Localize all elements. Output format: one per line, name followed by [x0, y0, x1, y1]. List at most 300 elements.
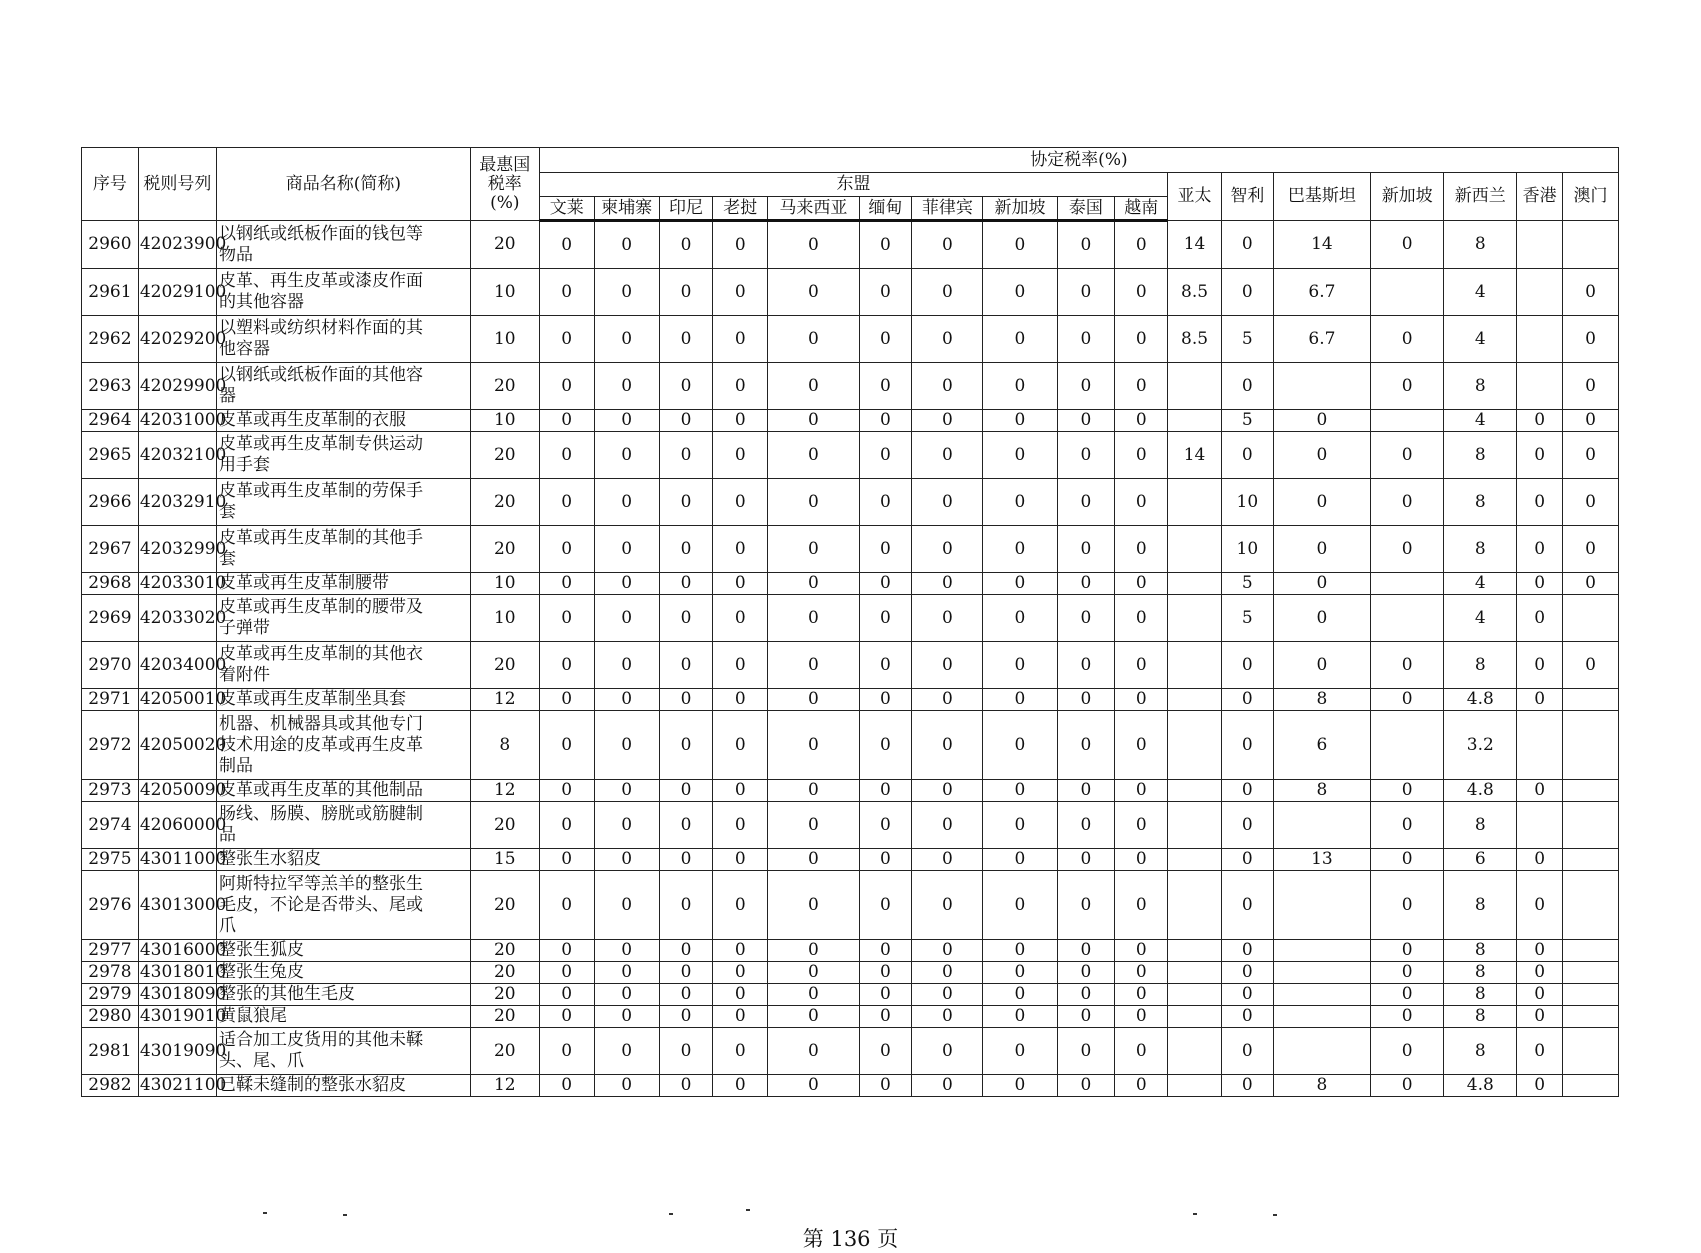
table-row: [82, 363, 1619, 410]
table-row: [82, 871, 1619, 940]
asean-rate-cell: 0: [983, 316, 1057, 363]
product-name-line: 皮革或再生皮革制腰带: [219, 573, 389, 593]
asean-rate-cell: 0: [539, 871, 594, 940]
agreement-rate-cell: 0: [1371, 1028, 1444, 1075]
agreement-rate-cell: [1168, 689, 1222, 711]
product-name-cell: [217, 962, 471, 984]
mfn-rate-cell: 20: [470, 526, 539, 573]
product-name-cell: [217, 849, 471, 871]
header-asean-member: 缅甸: [859, 197, 912, 221]
product-name-line: 以塑料或纺织材料作面的其: [219, 318, 423, 338]
asean-rate-cell: 0: [983, 573, 1057, 595]
agreement-rate-cell: 0: [1273, 526, 1370, 573]
asean-rate-cell: 0: [983, 802, 1057, 849]
mfn-rate-cell: 20: [470, 1028, 539, 1075]
asean-rate-cell: 0: [539, 711, 594, 780]
agreement-rate-cell: [1168, 1006, 1222, 1028]
product-name-line: 皮革或再生皮革制的其他手: [219, 528, 423, 548]
asean-rate-cell: 0: [859, 269, 912, 316]
tariff-code-cell: 42029100: [138, 269, 216, 316]
asean-rate-cell: 0: [1057, 573, 1115, 595]
asean-rate-cell: 0: [539, 316, 594, 363]
product-name-line: 皮革或再生皮革制专供运动: [219, 434, 423, 454]
table-row: [82, 595, 1619, 642]
agreement-rate-cell: [1168, 871, 1222, 940]
asean-rate-cell: 0: [768, 984, 859, 1006]
agreement-rate-cell: 0: [1371, 871, 1444, 940]
asean-rate-cell: 0: [768, 849, 859, 871]
product-name-line: 用手套: [219, 455, 270, 475]
asean-rate-cell: 0: [983, 410, 1057, 432]
asean-rate-cell: 0: [713, 780, 768, 802]
product-name-line: 他容器: [219, 339, 270, 359]
agreement-rate-cell: [1168, 711, 1222, 780]
asean-rate-cell: 0: [713, 269, 768, 316]
agreement-rate-cell: 0: [1517, 780, 1563, 802]
agreement-rate-cell: 8: [1444, 940, 1517, 962]
asean-rate-cell: 0: [594, 849, 659, 871]
asean-rate-cell: 0: [768, 871, 859, 940]
asean-rate-cell: 0: [713, 595, 768, 642]
tariff-code-cell: 43018090: [139, 984, 227, 1004]
product-name-cell: [217, 363, 471, 410]
agreement-rate-cell: 8: [1444, 984, 1517, 1006]
asean-rate-cell: 0: [1115, 432, 1168, 479]
product-name-line: 的其他容器: [219, 292, 304, 312]
asean-rate-cell: 0: [1115, 410, 1168, 432]
asean-rate-cell: 0: [768, 802, 859, 849]
agreement-rate-cell: 4: [1444, 269, 1517, 316]
tariff-table: [81, 147, 1619, 1097]
asean-rate-cell: 0: [859, 573, 912, 595]
asean-rate-cell: 0: [1057, 363, 1115, 410]
asean-rate-cell: 0: [912, 410, 983, 432]
agreement-rate-cell: [1562, 1006, 1618, 1028]
asean-rate-cell: 0: [912, 595, 983, 642]
asean-rate-cell: 0: [983, 479, 1057, 526]
agreement-rate-cell: 4: [1444, 316, 1517, 363]
agreement-rate-cell: 0: [1562, 526, 1618, 573]
product-name-line: 整张生水貂皮: [219, 849, 321, 869]
asean-rate-cell: 0: [1057, 221, 1115, 269]
asean-rate-cell: 0: [983, 962, 1057, 984]
agreement-rate-cell: [1168, 363, 1222, 410]
table-row: [82, 1028, 1619, 1075]
asean-rate-cell: 0: [659, 526, 713, 573]
asean-rate-cell: 0: [1057, 526, 1115, 573]
seq-cell: 2975: [82, 849, 139, 871]
asean-rate-cell: 0: [539, 363, 594, 410]
agreement-rate-cell: [1168, 573, 1222, 595]
asean-rate-cell: 0: [659, 269, 713, 316]
tariff-code-cell: 43019090: [138, 1028, 216, 1075]
asean-rate-cell: 0: [768, 962, 859, 984]
mfn-rate-cell: 20: [470, 642, 539, 689]
agreement-rate-cell: [1371, 595, 1444, 642]
agreement-rate-cell: 0: [1371, 1006, 1444, 1028]
tariff-code-cell: 42029900: [138, 363, 216, 410]
asean-rate-cell: 0: [1115, 962, 1168, 984]
agreement-rate-cell: 8: [1444, 432, 1517, 479]
header-mfn: [470, 148, 539, 221]
table-row: [82, 432, 1619, 479]
asean-rate-cell: 0: [539, 940, 594, 962]
product-name-line: 以钢纸或纸板作面的其他容: [219, 365, 423, 385]
agreement-rate-cell: 0: [1562, 269, 1618, 316]
header-asean-member: 印尼: [659, 197, 713, 221]
product-name-line: 着附件: [219, 665, 270, 685]
seq-cell: 2981: [82, 1028, 139, 1075]
agreement-rate-cell: 0: [1273, 479, 1370, 526]
product-name-cell: [217, 780, 471, 802]
asean-rate-cell: 0: [983, 984, 1057, 1006]
asean-rate-cell: 0: [768, 940, 859, 962]
agreement-rate-cell: [1371, 269, 1444, 316]
product-name-line: 肠线、肠膜、膀胱或筋腱制: [219, 804, 423, 824]
asean-rate-cell: 0: [539, 595, 594, 642]
tariff-code-cell: 42031000: [139, 410, 227, 430]
asean-rate-cell: 0: [859, 984, 912, 1006]
table-row: [82, 479, 1619, 526]
agreement-rate-cell: 0: [1221, 1006, 1273, 1028]
agreement-rate-cell: 8: [1444, 962, 1517, 984]
agreement-rate-cell: [1562, 780, 1618, 802]
scan-speck: [669, 1213, 673, 1215]
product-name-cell: [217, 221, 471, 269]
asean-rate-cell: 0: [1115, 940, 1168, 962]
agreement-rate-cell: 0: [1273, 432, 1370, 479]
tariff-table-body: [82, 221, 1619, 1097]
agreement-rate-cell: 8: [1273, 1075, 1370, 1097]
asean-rate-cell: 0: [713, 940, 768, 962]
agreement-rate-cell: [1273, 1006, 1370, 1028]
agreement-rate-cell: 0: [1221, 849, 1273, 871]
table-row: [82, 410, 1619, 432]
seq-cell: 2969: [82, 595, 139, 642]
agreement-rate-cell: 0: [1221, 871, 1273, 940]
asean-rate-cell: 0: [768, 316, 859, 363]
asean-rate-cell: 0: [594, 780, 659, 802]
asean-rate-cell: 0: [539, 1006, 594, 1028]
product-name-line: 黄鼠狼尾: [219, 1006, 287, 1026]
agreement-rate-cell: [1371, 410, 1444, 432]
header-col-hong-kong: 香港: [1517, 173, 1563, 221]
asean-rate-cell: 0: [912, 316, 983, 363]
asean-rate-cell: 0: [659, 410, 713, 432]
agreement-rate-cell: [1168, 849, 1222, 871]
product-name-line: 头、尾、爪: [219, 1051, 304, 1071]
product-name-cell: [217, 573, 471, 595]
agreement-rate-cell: 0: [1221, 711, 1273, 780]
product-name-cell: [217, 1006, 471, 1028]
asean-rate-cell: 0: [713, 526, 768, 573]
table-row: [82, 780, 1619, 802]
asean-rate-cell: 0: [539, 984, 594, 1006]
agreement-rate-cell: 0: [1517, 1075, 1563, 1097]
scan-speck: [343, 1214, 347, 1216]
tariff-code-cell: 42034000: [138, 642, 216, 689]
agreement-rate-cell: [1562, 871, 1618, 940]
agreement-rate-cell: 0: [1371, 642, 1444, 689]
seq-cell: 2973: [82, 780, 139, 802]
asean-rate-cell: 0: [539, 780, 594, 802]
asean-rate-cell: 0: [983, 780, 1057, 802]
asean-rate-cell: 0: [713, 316, 768, 363]
asean-rate-cell: 0: [713, 711, 768, 780]
agreement-rate-cell: [1168, 642, 1222, 689]
agreement-rate-cell: [1517, 711, 1563, 780]
agreement-rate-cell: 8: [1444, 221, 1517, 269]
asean-rate-cell: 0: [912, 432, 983, 479]
agreement-rate-cell: 0: [1221, 1075, 1273, 1097]
asean-rate-cell: 0: [859, 1006, 912, 1028]
agreement-rate-cell: 0: [1371, 689, 1444, 711]
product-name-line: 整张生狐皮: [219, 940, 304, 960]
asean-rate-cell: 0: [1115, 689, 1168, 711]
asean-rate-cell: 0: [768, 269, 859, 316]
mfn-rate-cell: 10: [470, 316, 539, 363]
asean-rate-cell: 0: [1115, 1075, 1168, 1097]
agreement-rate-cell: [1562, 984, 1618, 1006]
asean-rate-cell: 0: [912, 1006, 983, 1028]
product-name-line: 皮革或再生皮革的其他制品: [219, 780, 423, 800]
asean-rate-cell: 0: [1115, 479, 1168, 526]
mfn-rate-cell: 20: [470, 962, 539, 984]
asean-rate-cell: 0: [983, 269, 1057, 316]
agreement-rate-cell: 4.8: [1444, 1075, 1517, 1097]
asean-rate-cell: 0: [983, 871, 1057, 940]
mfn-rate-cell: 20: [470, 479, 539, 526]
asean-rate-cell: 0: [768, 1006, 859, 1028]
product-name-cell: [217, 984, 471, 1006]
agreement-rate-cell: 0: [1517, 689, 1563, 711]
agreement-rate-cell: 0: [1221, 984, 1273, 1006]
asean-rate-cell: 0: [1115, 526, 1168, 573]
agreement-rate-cell: 8: [1444, 802, 1517, 849]
agreement-rate-cell: 0: [1517, 1006, 1563, 1028]
asean-rate-cell: 0: [912, 1075, 983, 1097]
agreement-rate-cell: 0: [1517, 642, 1563, 689]
asean-rate-cell: 0: [539, 410, 594, 432]
agreement-rate-cell: [1168, 1075, 1222, 1097]
product-name-line: 适合加工皮货用的其他未鞣: [219, 1030, 423, 1050]
agreement-rate-cell: 0: [1517, 526, 1563, 573]
agreement-rate-cell: 0: [1517, 849, 1563, 871]
asean-rate-cell: 0: [1057, 1075, 1115, 1097]
asean-rate-cell: 0: [594, 962, 659, 984]
asean-rate-cell: 0: [912, 526, 983, 573]
mfn-rate-cell: 10: [470, 573, 539, 595]
agreement-rate-cell: 0: [1517, 962, 1563, 984]
tariff-code-cell: 42060000: [138, 802, 216, 849]
header-asean-member: 老挝: [713, 197, 768, 221]
product-name-line: 物品: [219, 244, 253, 265]
agreement-rate-cell: 0: [1371, 849, 1444, 871]
asean-rate-cell: 0: [768, 595, 859, 642]
agreement-rate-cell: 8: [1444, 363, 1517, 410]
product-name-line: 品: [219, 825, 236, 845]
product-name-cell: [217, 316, 471, 363]
asean-rate-cell: 0: [1115, 269, 1168, 316]
asean-rate-cell: 0: [539, 802, 594, 849]
asean-rate-cell: 0: [983, 849, 1057, 871]
mfn-rate-cell: 20: [470, 221, 539, 269]
asean-rate-cell: 0: [1057, 849, 1115, 871]
tariff-code-cell: 43018010: [139, 962, 227, 982]
agreement-rate-cell: 0: [1371, 316, 1444, 363]
agreement-rate-cell: 10: [1221, 526, 1273, 573]
mfn-rate-cell: 12: [470, 1075, 539, 1097]
agreement-rate-cell: 5: [1221, 410, 1273, 432]
asean-rate-cell: 0: [594, 1006, 659, 1028]
agreement-rate-cell: [1517, 269, 1563, 316]
asean-rate-cell: 0: [1057, 642, 1115, 689]
asean-rate-cell: 0: [1057, 1006, 1115, 1028]
asean-rate-cell: 0: [713, 871, 768, 940]
asean-rate-cell: 0: [912, 780, 983, 802]
agreement-rate-cell: [1562, 940, 1618, 962]
agreement-rate-cell: 6.7: [1273, 269, 1370, 316]
mfn-rate-cell: 20: [470, 363, 539, 410]
mfn-rate-cell: 20: [470, 432, 539, 479]
agreement-rate-cell: 0: [1221, 802, 1273, 849]
asean-rate-cell: 0: [859, 363, 912, 410]
agreement-rate-cell: 14: [1273, 221, 1370, 269]
agreement-rate-cell: 5: [1221, 316, 1273, 363]
asean-rate-cell: 0: [1057, 479, 1115, 526]
asean-rate-cell: 0: [859, 871, 912, 940]
seq-cell: 2971: [82, 689, 139, 711]
agreement-rate-cell: 0: [1371, 802, 1444, 849]
asean-rate-cell: 0: [912, 479, 983, 526]
product-name-line: 机器、机械器具或其他专门: [219, 713, 423, 734]
asean-rate-cell: 0: [713, 849, 768, 871]
asean-rate-cell: 0: [659, 479, 713, 526]
agreement-rate-cell: 4: [1444, 595, 1517, 642]
asean-rate-cell: 0: [659, 363, 713, 410]
tariff-code-cell: 42050020: [138, 711, 216, 780]
asean-rate-cell: 0: [768, 573, 859, 595]
asean-rate-cell: 0: [983, 642, 1057, 689]
agreement-rate-cell: [1371, 573, 1444, 595]
asean-rate-cell: 0: [768, 221, 859, 269]
product-name-line: 皮革或再生皮革制的劳保手: [219, 481, 423, 501]
agreement-rate-cell: 0: [1221, 363, 1273, 410]
asean-rate-cell: 0: [594, 1075, 659, 1097]
product-name-line: 整张生兔皮: [219, 962, 304, 982]
asean-rate-cell: 0: [659, 802, 713, 849]
header-asean-member: 越南: [1115, 197, 1168, 221]
seq-cell: 2963: [82, 363, 139, 410]
agreement-rate-cell: 0: [1517, 432, 1563, 479]
agreement-rate-cell: 0: [1371, 984, 1444, 1006]
asean-rate-cell: 0: [539, 962, 594, 984]
asean-rate-cell: 0: [539, 269, 594, 316]
asean-rate-cell: 0: [713, 962, 768, 984]
agreement-rate-cell: 5: [1221, 595, 1273, 642]
asean-rate-cell: 0: [859, 221, 912, 269]
agreement-rate-cell: [1168, 780, 1222, 802]
agreement-rate-cell: 0: [1221, 689, 1273, 711]
product-name-line: 已鞣未缝制的整张水貂皮: [219, 1075, 406, 1095]
product-name-line: 皮革或再生皮革制的衣服: [219, 410, 406, 430]
agreement-rate-cell: [1517, 316, 1563, 363]
page-number: 第 136 页: [802, 1227, 899, 1251]
asean-rate-cell: 0: [859, 595, 912, 642]
asean-rate-cell: 0: [1057, 316, 1115, 363]
asean-rate-cell: 0: [713, 642, 768, 689]
agreement-rate-cell: 0: [1273, 595, 1370, 642]
product-name-line: 整张的其他生毛皮: [219, 984, 355, 1004]
agreement-rate-cell: 0: [1371, 479, 1444, 526]
asean-rate-cell: 0: [1115, 1006, 1168, 1028]
asean-rate-cell: 0: [659, 849, 713, 871]
table-row: [82, 689, 1619, 711]
asean-rate-cell: 0: [912, 689, 983, 711]
product-name-line: 皮革或再生皮革制的腰带及: [219, 597, 423, 617]
asean-rate-cell: 0: [859, 711, 912, 780]
asean-rate-cell: 0: [713, 984, 768, 1006]
asean-rate-cell: 0: [912, 871, 983, 940]
agreement-rate-cell: 0: [1221, 1028, 1273, 1075]
asean-rate-cell: 0: [912, 642, 983, 689]
tariff-code-cell: 43011000: [139, 849, 227, 869]
asean-rate-cell: 0: [1057, 711, 1115, 780]
product-name-line: 爪: [219, 915, 236, 936]
asean-rate-cell: 0: [1057, 432, 1115, 479]
agreement-rate-cell: [1562, 711, 1618, 780]
seq-cell: 2967: [82, 526, 139, 573]
agreement-rate-cell: 0: [1371, 363, 1444, 410]
asean-rate-cell: 0: [859, 780, 912, 802]
asean-rate-cell: 0: [594, 642, 659, 689]
product-name-cell: [217, 642, 471, 689]
agreement-rate-cell: 0: [1273, 573, 1370, 595]
asean-rate-cell: 0: [912, 573, 983, 595]
seq-cell: 2977: [82, 940, 139, 962]
agreement-rate-cell: [1562, 962, 1618, 984]
product-name-line: 阿斯特拉罕等羔羊的整张生: [219, 873, 423, 894]
agreement-rate-cell: 6: [1273, 711, 1370, 780]
asean-rate-cell: 0: [983, 1028, 1057, 1075]
asean-rate-cell: 0: [594, 871, 659, 940]
asean-rate-cell: 0: [539, 689, 594, 711]
header-seq: 序号: [82, 148, 139, 221]
asean-rate-cell: 0: [539, 849, 594, 871]
asean-rate-cell: 0: [859, 802, 912, 849]
agreement-rate-cell: 0: [1371, 940, 1444, 962]
asean-rate-cell: 0: [768, 410, 859, 432]
agreement-rate-cell: [1273, 802, 1370, 849]
seq-cell: 2972: [82, 711, 139, 780]
tariff-code-cell: 43013000: [138, 871, 216, 940]
agreement-rate-cell: [1168, 595, 1222, 642]
asean-rate-cell: 0: [713, 689, 768, 711]
agreement-rate-cell: 0: [1517, 410, 1563, 432]
asean-rate-cell: 0: [859, 1028, 912, 1075]
asean-rate-cell: 0: [539, 642, 594, 689]
asean-rate-cell: 0: [713, 1075, 768, 1097]
tariff-code-cell: 42033010: [139, 573, 227, 593]
mfn-rate-cell: 20: [470, 802, 539, 849]
table-row: [82, 711, 1619, 780]
seq-cell: 2965: [82, 432, 139, 479]
header-asean-member: 新加坡: [983, 197, 1057, 221]
agreement-rate-cell: [1273, 984, 1370, 1006]
agreement-rate-cell: 0: [1273, 410, 1370, 432]
tariff-code-cell: 43016000: [139, 940, 227, 960]
agreement-rate-cell: [1168, 1028, 1222, 1075]
